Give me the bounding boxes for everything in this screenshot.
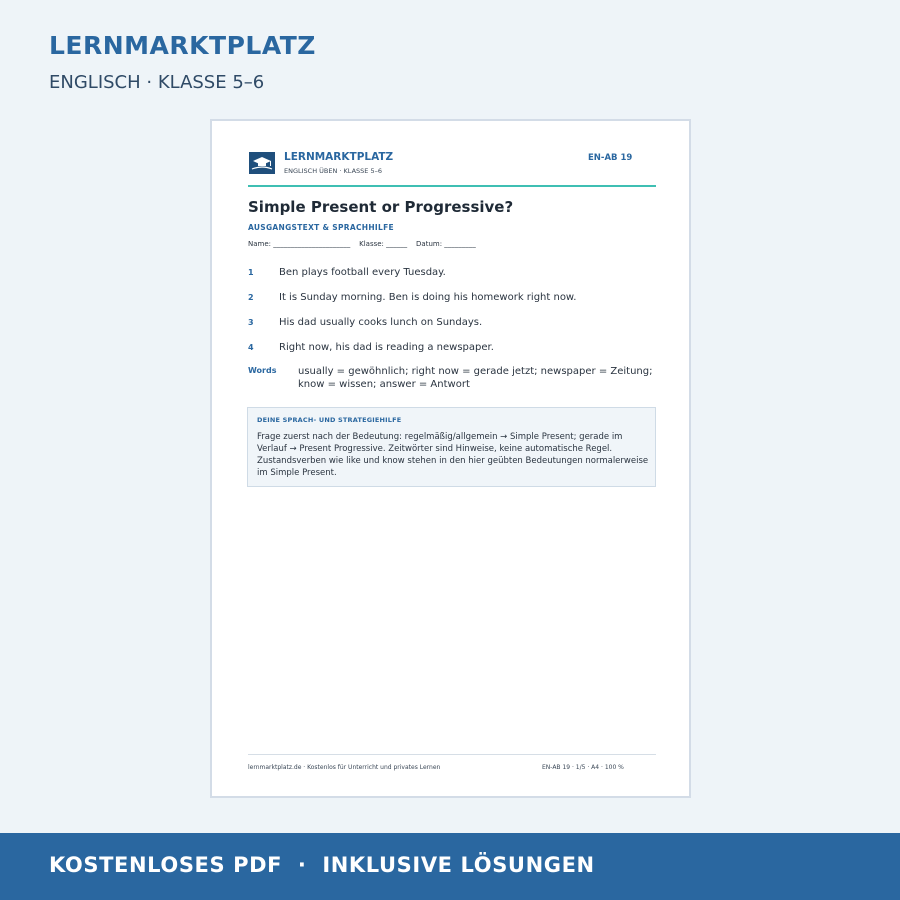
words-label: Words	[248, 366, 277, 375]
item-text: Ben plays football every Tuesday.	[279, 267, 446, 278]
item-text: It is Sunday morning. Ben is doing his homework right now.	[279, 292, 577, 303]
footer-left: lernmarktplatz.de · Kostenlos für Unterricht und privates Lernen	[248, 764, 441, 771]
banner-text: KOSTENLOSES PDF · INKLUSIVE LÖSUNGEN	[49, 853, 595, 877]
item-number: 1	[248, 268, 254, 277]
words-text: usually = gewöhnlich; right now = gerade jetzt; newspaper = Zeitung; know = wissen; answer = Antwort	[298, 366, 653, 390]
section-label: AUSGANGSTEXT & SPRACHHILFE	[248, 223, 394, 232]
graduation-cap-book-icon	[249, 152, 275, 174]
bottom-banner	[0, 833, 900, 900]
brand-title: LERNMARKTPLATZ	[49, 31, 316, 60]
item-text: Right now, his dad is reading a newspaper.	[279, 342, 494, 353]
logo-name: LERNMARKTPLATZ	[284, 151, 394, 163]
item-number: 2	[248, 293, 254, 302]
logo-tagline: ENGLISCH ÜBEN · KLASSE 5–6	[284, 167, 382, 175]
item-number: 4	[248, 343, 254, 352]
strategy-help-box	[247, 407, 656, 487]
footer-rule	[248, 754, 656, 755]
help-body: Frage zuerst nach der Bedeutung: regelmäßig/allgemein → Simple Present; gerade im Verlauf → Present Progressive. Zeitwörter sind Hinweise, keine automatische Regel. Zustandsverben wie like und know stehen in den hier geübten Bedeutungen normalerweise im Simple Present.	[257, 432, 649, 478]
header-rule	[248, 185, 656, 187]
sheet-code: EN-AB 19	[588, 153, 633, 163]
worksheet-title: Simple Present or Progressive?	[248, 198, 514, 216]
item-text: His dad usually cooks lunch on Sundays.	[279, 317, 483, 328]
name-class-date-fields: Name: ______________________ Klasse: ______ Datum: _________	[248, 240, 476, 248]
item-number: 3	[248, 318, 254, 327]
worksheet-preview	[210, 119, 691, 798]
footer-right: EN-AB 19 · 1/5 · A4 · 100 %	[542, 764, 624, 771]
help-heading: DEINE SPRACH- UND STRATEGIEHILFE	[257, 416, 402, 424]
brand-subtitle: ENGLISCH · KLASSE 5–6	[49, 72, 265, 93]
